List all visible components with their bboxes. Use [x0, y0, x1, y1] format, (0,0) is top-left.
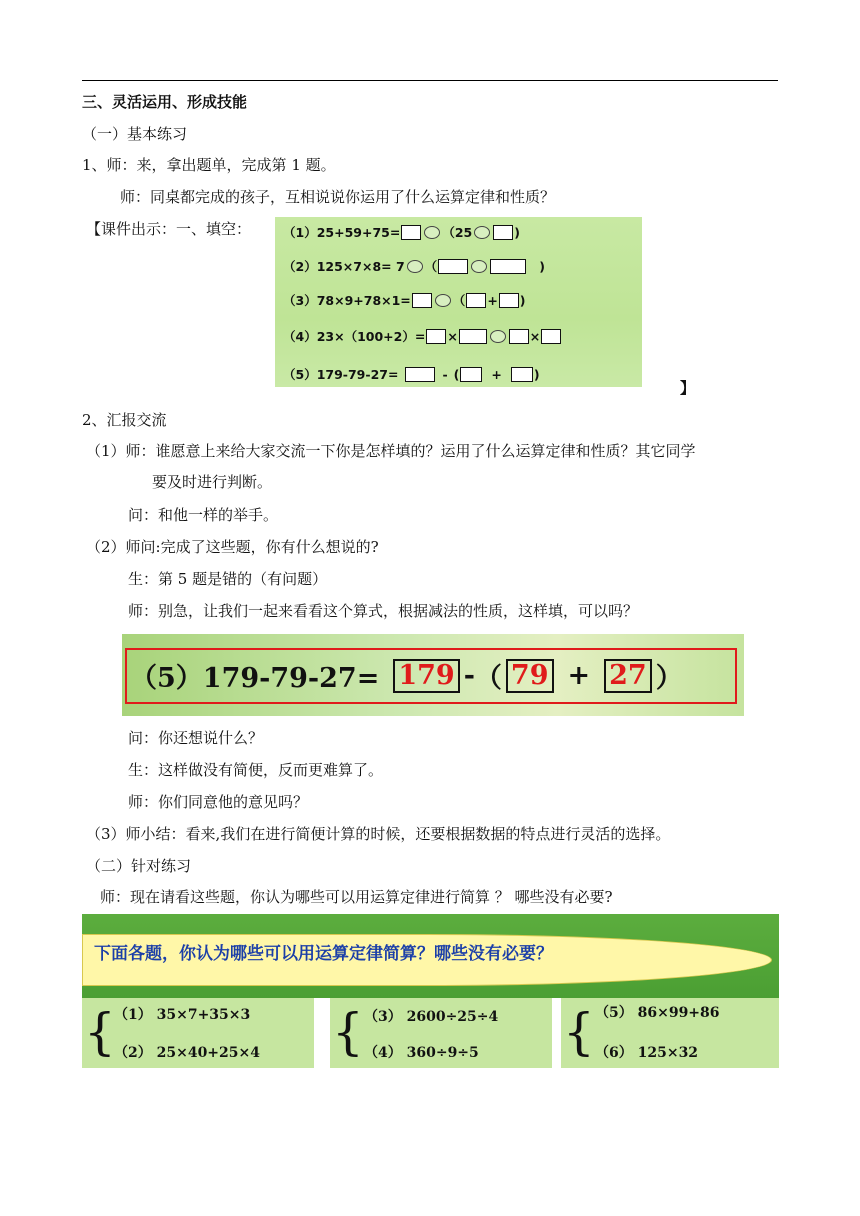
blank-box — [499, 293, 519, 308]
exercise-panel-3 — [561, 998, 779, 1068]
blank-oval — [474, 226, 490, 239]
paragraph: 师：现在请看这些题，你认为哪些可以用运算定律进行简算 ？ 哪些没有必要? — [100, 888, 613, 906]
exercise-panel-2 — [330, 998, 552, 1068]
blank-oval — [407, 260, 423, 273]
slide-label: 【课件出示：一、填空： — [86, 220, 252, 238]
equation-slide — [122, 634, 744, 716]
brace-icon: { — [563, 1003, 595, 1061]
subsection-basic: （一）基本练习 — [82, 125, 188, 143]
paragraph: （1）师：谁愿意上来给大家交流一下你是怎样填的？运用了什么运算定律和性质？其它同学 — [86, 442, 696, 460]
paragraph: （2）师问:完成了这些题，你有什么想说的? — [86, 538, 379, 556]
header-rule — [82, 80, 778, 81]
blank-box — [509, 329, 529, 344]
paragraph: 师：别急，让我们一起来看看这个算式，根据减法的性质，这样填，可以吗？ — [128, 602, 639, 620]
paragraph: 生：第 5 题是错的（有问题） — [128, 570, 328, 588]
blank-box — [511, 367, 533, 382]
blank-box — [490, 259, 526, 274]
blank-oval — [435, 294, 451, 307]
blank-box — [466, 293, 486, 308]
paragraph: （3）师小结：看来,我们在进行简便计算的时候，还要根据数据的特点进行灵活的选择。 — [86, 825, 671, 843]
exercise-panel-1 — [82, 998, 314, 1068]
blank-oval — [471, 260, 487, 273]
blank-box — [459, 329, 487, 344]
fill-in-slide — [275, 217, 642, 387]
answer-box: 79 — [506, 659, 554, 693]
paragraph: 问：和他一样的举手。 — [128, 506, 279, 524]
paragraph: 要及时进行判断。 — [152, 473, 273, 491]
equation: （5）179-79-27= 179 - （ 79 + 27 ） — [130, 659, 683, 694]
fill-item-3: （3） 78×9+78×1= （ + ) — [283, 292, 526, 308]
paragraph: 2、汇报交流 — [82, 411, 167, 429]
paragraph: 师：同桌都完成的孩子，互相说说你运用了什么运算定律和性质？ — [120, 188, 556, 206]
paragraph: 问：你还想说什么？ — [128, 729, 264, 747]
blank-box — [401, 225, 421, 240]
fill-item-2: （2） 125×7×8= 7 （ ) — [283, 258, 545, 274]
fill-item-4: （4） 23×（100+2）= × × — [283, 325, 562, 347]
blank-box — [460, 367, 482, 382]
blank-box — [541, 329, 561, 344]
answer-box: 27 — [604, 659, 652, 693]
blank-box — [412, 293, 432, 308]
exercise-item: （4） 360÷9÷5 — [364, 1045, 479, 1061]
blank-box — [405, 367, 435, 382]
blank-box — [438, 259, 468, 274]
paragraph: 1、师：来，拿出题单，完成第 1 题。 — [82, 156, 336, 174]
exercise-item: （2） 25×40+25×4 — [114, 1045, 260, 1061]
blank-oval — [424, 226, 440, 239]
answer-box: 179 — [393, 659, 459, 693]
paragraph: 生：这样做没有简便，反而更难算了。 — [128, 761, 384, 779]
brace-icon: { — [332, 1003, 364, 1061]
paragraph: 师：你们同意他的意见吗？ — [128, 793, 309, 811]
exercise-item: （6） 125×32 — [595, 1045, 699, 1061]
exercise-item: （5） 86×99+86 — [595, 1005, 720, 1021]
exercise-item: （1） 35×7+35×3 — [114, 1007, 251, 1023]
section-heading: 三、灵活运用、形成技能 — [82, 93, 248, 111]
slide-title: 下面各题，你认为哪些可以用运算定律简算？哪些没有必要？ — [94, 944, 553, 964]
slide-close-bracket: 】 — [680, 379, 696, 397]
fill-item-5: （5） 179-79-27= - ( + ) — [283, 366, 540, 382]
blank-oval — [490, 330, 506, 343]
blank-box — [426, 329, 446, 344]
brace-icon: { — [84, 1003, 116, 1061]
fill-item-1: （1） 25+59+75= （ 25 ) — [283, 224, 520, 240]
blank-box — [493, 225, 513, 240]
exercise-slide-header — [82, 914, 779, 998]
exercise-item: （3） 2600÷25÷4 — [364, 1009, 499, 1025]
subsection-targeted: （二）针对练习 — [86, 857, 192, 875]
